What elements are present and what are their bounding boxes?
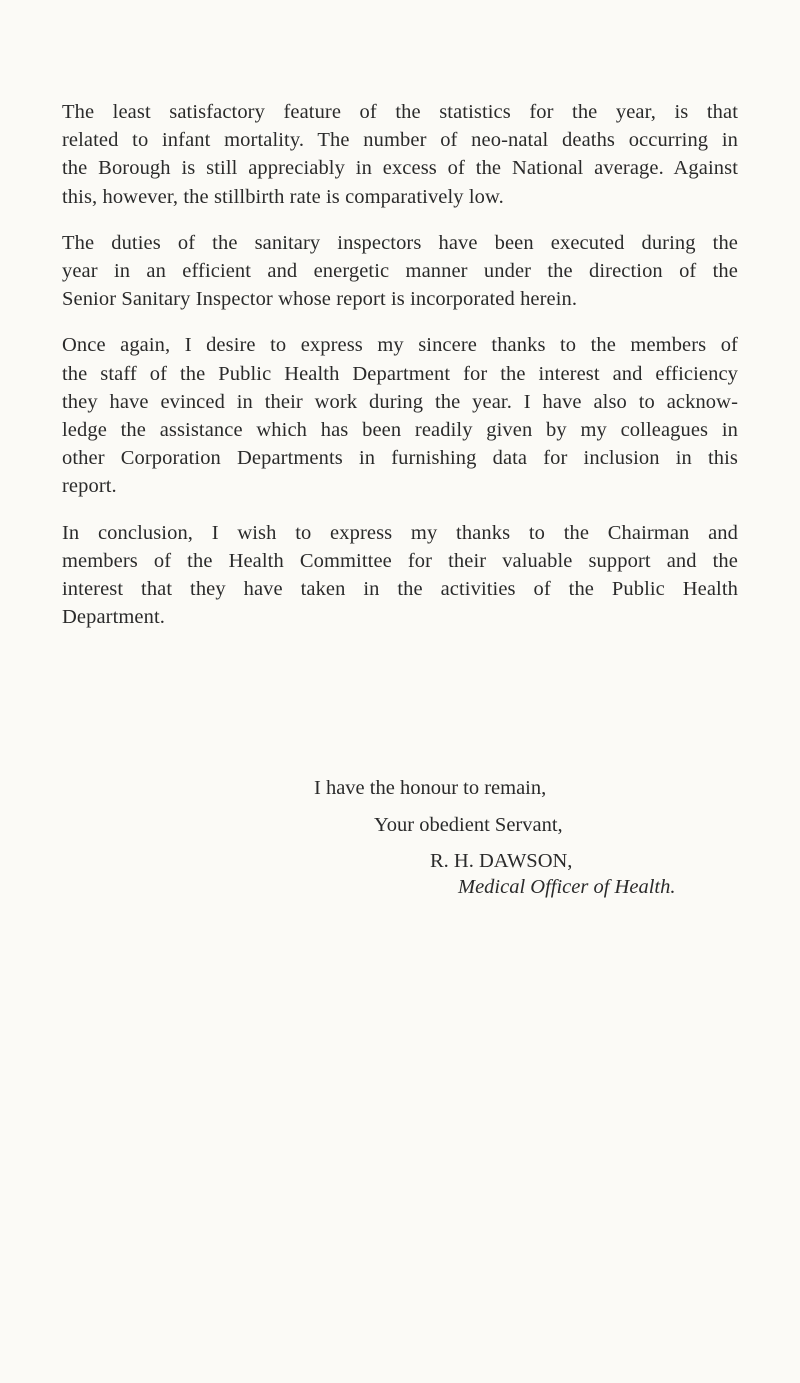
- text-line: this, however, the stillbirth rate is comparatively low.: [62, 185, 504, 208]
- signature-name: R. H. DAWSON,: [430, 850, 573, 872]
- text-line: In conclusion, I wish to express my thanks to the Chairman and: [62, 521, 738, 544]
- text-line: The least satisfactory feature of the statistics for the year, is that: [62, 101, 738, 123]
- text-line: The duties of the sanitary inspectors have been executed during the: [62, 231, 738, 254]
- text-line: report.: [62, 475, 117, 498]
- text-line: ledge the assistance which has been readily given by my colleagues in: [62, 419, 738, 442]
- paragraph-conclusion: [62, 519, 738, 632]
- letter-body: [62, 98, 738, 898]
- text-line: year in an efficient and energetic manner under the direction of the: [62, 260, 738, 283]
- text-line: other Corporation Departments in furnishing data for inclusion in this: [62, 447, 738, 470]
- text-line: Once again, I desire to express my sincere thanks to the members of: [62, 334, 738, 357]
- text-line: Senior Sanitary Inspector whose report is incorporated herein.: [62, 288, 578, 311]
- paragraph-infant-mortality: [62, 98, 738, 211]
- signature-title: Medical Officer of Health.: [458, 876, 676, 898]
- text-line: related to infant mortality. The number of neo-natal deaths occurring in: [62, 129, 738, 152]
- text-line: members of the Health Committee for their valuable support and the: [62, 549, 738, 572]
- paragraph-staff-thanks: [62, 331, 738, 500]
- text-line: the Borough is still appreciably in excess of the National average. Against: [62, 157, 738, 180]
- paragraph-sanitary-inspectors: [62, 229, 738, 314]
- closing-honour-line: I have the honour to remain,: [314, 777, 547, 799]
- text-line: interest that they have taken in the activities of the Public Health: [62, 578, 738, 601]
- text-line: the staff of the Public Health Department for the interest and efficiency: [62, 362, 738, 385]
- closing-servant-line: Your obedient Servant,: [374, 814, 563, 836]
- text-line: Department.: [62, 606, 165, 629]
- text-line: they have evinced in their work during the year. I have also to acknow-: [62, 390, 738, 413]
